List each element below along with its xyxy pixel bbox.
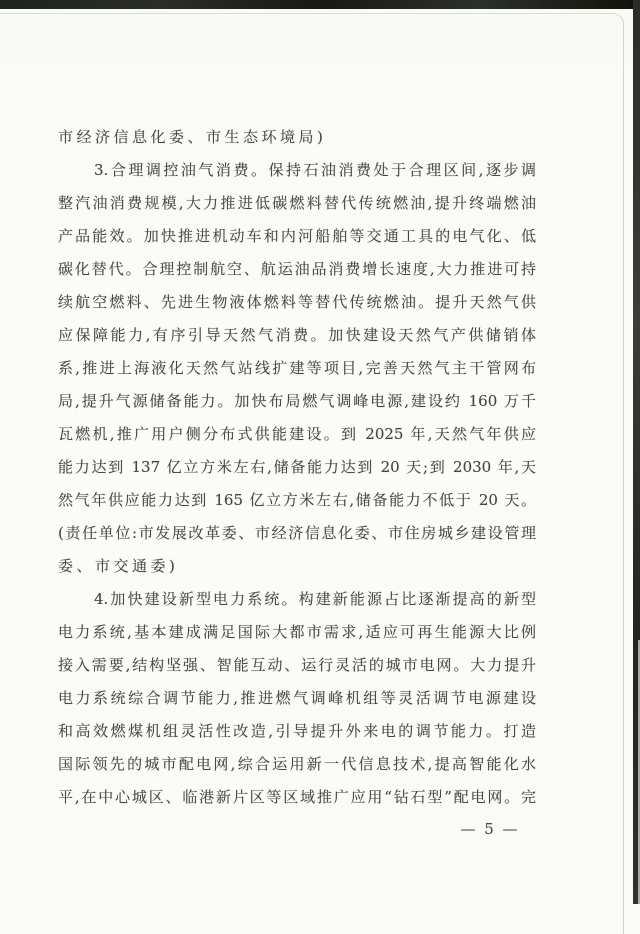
text-line: 系,推进上海液化天然气站线扩建等项目,完善天然气主干管网布 [58,359,536,377]
text-line: 和高效燃煤机组灵活性改造,引导提升外来电的调节能力。打造 [58,722,536,740]
text-line: 产品能效。加快推进机动车和内河船舶等交通工具的电气化、低 [58,227,536,245]
text-line: 委、市交通委) [58,557,179,575]
text-line: 3.合理调控油气消费。保持石油消费处于合理区间,逐步调 [94,161,536,179]
document-text-block [58,121,536,814]
text-line: 应保障能力,有序引导天然气消费。加快建设天然气产供储销体 [58,326,536,344]
text-line: 然气年供应能力达到 165 亿立方米左右,储备能力不低于 20 天。 [58,491,536,509]
text-line: 续航空燃料、先进生物液体燃料等替代传统燃油。提升天然气供 [58,293,536,311]
text-line: 平,在中心城区、临港新片区等区域推广应用“钻石型”配电网。完 [58,788,536,806]
text-line: 局,提升气源储备能力。加快布局燃气调峰电源,建设约 160 万千 [58,392,536,410]
text-line: 瓦燃机,推广用户侧分布式供能建设。到 2025 年,天然气年供应 [58,425,536,443]
text-line: 4.加快建设新型电力系统。构建新能源占比逐渐提高的新型 [94,590,536,608]
text-line: 整汽油消费规模,大力推进低碳燃料替代传统燃油,提升终端燃油 [58,194,536,212]
scan-edge-top [0,0,640,9]
text-line: 国际领先的城市配电网,综合运用新一代信息技术,提高智能化水 [58,755,536,773]
text-line: 市经济信息化委、市生态环境局) [58,128,327,146]
text-line: 能力达到 137 亿立方米左右,储备能力达到 20 天;到 2030 年,天 [58,458,536,476]
text-line: 接入需要,结构坚强、智能互动、运行灵活的城市电网。大力提升 [58,656,536,674]
text-line: (责任单位:市发展改革委、市经济信息化委、市住房城乡建设管理 [58,524,536,542]
text-line: 电力系统,基本建成满足国际大都市需求,适应可再生能源大比例 [58,623,536,641]
page-number: — 5 — [460,820,520,838]
text-line: 碳化替代。合理控制航空、航运油品消费增长速度,大力推进可持 [58,260,536,278]
text-line: 电力系统综合调节能力,推进燃气调峰机组等灵活调节电源建设 [58,689,536,707]
